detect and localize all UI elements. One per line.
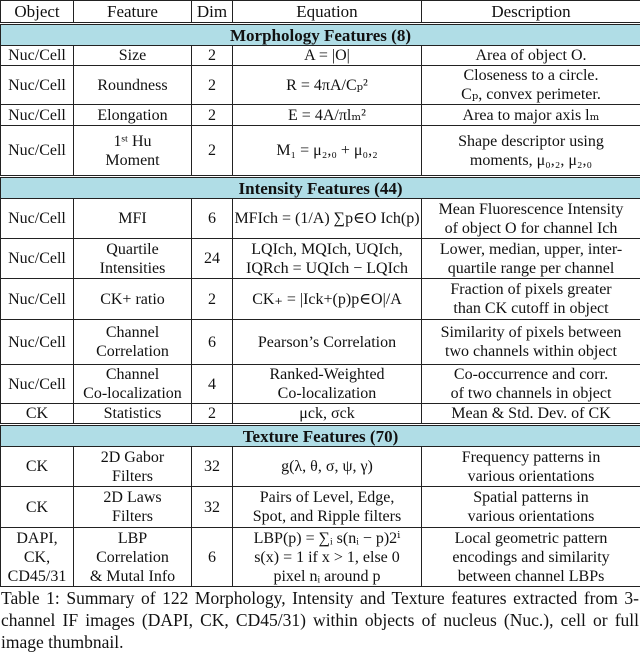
equation-line: R = 4πA/Cₚ²: [286, 76, 368, 94]
dim-text: 4: [208, 375, 216, 393]
cell-dim: [192, 404, 233, 424]
object-text: Nuc/Cell: [8, 142, 66, 159]
description-line: Lower, median, upper, inter-: [439, 240, 623, 258]
cell-feature: [74, 447, 192, 487]
cell-description: [422, 199, 640, 239]
equation-line: Co-localization: [277, 385, 377, 402]
feature-line: Channel: [105, 366, 160, 383]
feature-line: 2D Gabor: [100, 448, 165, 466]
cell-equation: [233, 239, 422, 279]
object-text: DAPI, CK, CD45/31: [7, 529, 67, 585]
column-header: Dim: [192, 1, 233, 23]
description-line: Mean Fluorescence Intensity: [438, 200, 624, 218]
cell-object: [1, 528, 74, 587]
cell-dim: [192, 199, 233, 239]
dim-text: 2: [208, 106, 216, 124]
object-text: Nuc/Cell: [8, 250, 66, 267]
cell-feature: [74, 126, 192, 176]
feature-line: Co-localization: [83, 385, 182, 402]
cell-dim: [192, 46, 233, 66]
cell-feature: [74, 320, 192, 365]
section-title: Morphology Features (8): [1, 25, 640, 46]
dim-text: 32: [204, 458, 220, 475]
feature-line: Filters: [112, 467, 153, 485]
feature-line: Size: [118, 47, 147, 64]
column-header: Equation: [233, 1, 422, 23]
column-header: Description: [422, 1, 640, 23]
object-text: Nuc/Cell: [8, 333, 66, 351]
table-row: [1, 279, 640, 320]
object-text: Nuc/Cell: [8, 47, 66, 64]
description-line: of object O for channel Ich: [444, 219, 618, 237]
section-header: [1, 25, 640, 46]
cell-equation: [233, 126, 422, 176]
equation-line: IQRch = UQIch − LQIch: [246, 259, 408, 277]
feature-line: 2D Laws: [103, 489, 162, 506]
cell-feature: [74, 487, 192, 528]
cell-object: [1, 404, 74, 424]
cell-object: [1, 279, 74, 320]
equation-line: E = 4A/πlₘ²: [288, 106, 366, 124]
dim-text: 2: [208, 290, 216, 308]
feature-line: Elongation: [97, 106, 168, 124]
cell-equation: [233, 365, 422, 404]
cell-dim: [192, 365, 233, 404]
cell-description: [422, 487, 640, 528]
object-text: Nuc/Cell: [8, 375, 66, 393]
cell-dim: [192, 528, 233, 587]
table-row: [1, 126, 640, 176]
cell-object: [1, 365, 74, 404]
description-line: Spatial patterns in: [473, 489, 589, 506]
feature-line: LBP: [117, 529, 148, 547]
cell-object: [1, 199, 74, 239]
cell-feature: [74, 239, 192, 279]
cell-dim: [192, 239, 233, 279]
cell-dim: [192, 126, 233, 176]
cell-object: [1, 105, 74, 126]
equation-line: s(x) = 1 if x > 1, else 0: [254, 548, 400, 566]
cell-dim: [192, 320, 233, 365]
cell-dim: [192, 105, 233, 126]
section-header: [1, 178, 640, 199]
cell-object: [1, 239, 74, 279]
feature-line: Statistics: [103, 405, 162, 422]
cell-feature: [74, 279, 192, 320]
description-line: Area to major axis lₘ: [462, 106, 600, 124]
cell-equation: [233, 105, 422, 126]
cell-equation: [233, 447, 422, 487]
cell-object: [1, 320, 74, 365]
equation-line: Spot, and Ripple filters: [252, 508, 402, 525]
feature-line: Filters: [112, 508, 153, 525]
dim-text: 2: [208, 405, 216, 422]
cell-description: [422, 404, 640, 424]
dim-text: 6: [208, 333, 216, 351]
table-row: [1, 528, 640, 587]
equation-line: Pairs of Level, Edge,: [259, 489, 395, 506]
cell-description: [422, 126, 640, 176]
cell-object: [1, 487, 74, 528]
cell-equation: [233, 66, 422, 105]
cell-feature: [74, 66, 192, 105]
feature-line: MFI: [118, 210, 147, 227]
description-line: Shape descriptor using: [458, 132, 604, 150]
cell-object: [1, 126, 74, 176]
dim-text: 32: [204, 498, 220, 516]
cell-description: [422, 66, 640, 105]
table-row: [1, 365, 640, 404]
equation-line: pixel nᵢ around p: [273, 567, 381, 585]
feature-line: Roundness: [97, 76, 168, 94]
cell-feature: [74, 365, 192, 404]
object-text: Nuc/Cell: [8, 290, 66, 308]
dim-text: 2: [208, 142, 216, 159]
object-text: CK: [25, 458, 49, 475]
section-title: Texture Features (70): [1, 426, 640, 447]
section-title: Intensity Features (44): [1, 178, 640, 199]
cell-description: [422, 279, 640, 320]
object-text: Nuc/Cell: [8, 106, 66, 124]
cell-equation: [233, 320, 422, 365]
table-row: [1, 447, 640, 487]
feature-line: 1ˢᵗ Hu: [113, 132, 152, 150]
cell-description: [422, 46, 640, 66]
equation-line: CK₊ = |Ick+(p)p∈O|/A: [252, 290, 402, 308]
object-text: CK: [25, 498, 49, 516]
table-row: [1, 66, 640, 105]
table-row: [1, 320, 640, 365]
dim-text: 6: [208, 210, 216, 227]
table-row: [1, 199, 640, 239]
description-line: moments, μ₀,₂, μ₂,₀: [469, 151, 593, 169]
description-line: than CK cutoff in object: [453, 300, 609, 317]
table-row: [1, 105, 640, 126]
cell-dim: [192, 447, 233, 487]
table-row: [1, 239, 640, 279]
cell-equation: [233, 528, 422, 587]
table-caption: Table 1: Summary of 122 Morphology, Intensity and Texture features extracted from 3-channel IF images (DAPI, CK, CD45/31) within objects of nucleus (Nuc.), cell or full image thumbnail.: [1, 588, 639, 652]
cell-equation: [233, 46, 422, 66]
equation-line: LBP(p) = ∑ᵢ s(nᵢ − p)2ⁱ: [253, 529, 401, 547]
object-text: Nuc/Cell: [8, 76, 66, 94]
description-line: two channels within object: [445, 343, 617, 360]
description-line: Mean & Std. Dev. of CK: [451, 405, 611, 422]
description-line: Closeness to a circle.: [463, 67, 599, 84]
cell-equation: [233, 279, 422, 320]
table-row: [1, 404, 640, 424]
cell-description: [422, 105, 640, 126]
cell-feature: [74, 105, 192, 126]
cell-description: [422, 239, 640, 279]
section-header: [1, 426, 640, 447]
description-line: Frequency patterns in: [461, 448, 601, 466]
dim-text: 24: [204, 250, 220, 267]
cell-feature: [74, 528, 192, 587]
description-line: various orientations: [467, 508, 595, 525]
description-line: Local geometric pattern: [454, 529, 608, 547]
cell-dim: [192, 487, 233, 528]
equation-line: M₁ = μ₂,₀ + μ₀,₂: [276, 142, 378, 159]
cell-feature: [74, 46, 192, 66]
feature-line: CK+ ratio: [100, 290, 165, 308]
equation-line: Pearson’s Correlation: [257, 333, 397, 351]
cell-object: [1, 447, 74, 487]
cell-dim: [192, 66, 233, 105]
cell-equation: [233, 487, 422, 528]
dim-text: 2: [208, 76, 216, 94]
equation-line: MFIch = (1/A) ∑p∈O Ich(p): [234, 210, 420, 227]
table-row: [1, 487, 640, 528]
cell-description: [422, 365, 640, 404]
cell-equation: [233, 404, 422, 424]
header-row: [1, 1, 640, 23]
description-line: quartile range per channel: [447, 259, 615, 277]
equation-line: μck, σck: [299, 405, 355, 422]
column-header: Object: [1, 1, 74, 23]
equation-line: A = |O|: [304, 47, 350, 64]
dim-text: 2: [208, 47, 216, 64]
cell-feature: [74, 404, 192, 424]
feature-line: Channel: [105, 324, 160, 341]
cell-description: [422, 528, 640, 587]
equation-line: LQIch, MQIch, UQIch,: [251, 240, 403, 258]
feature-line: Intensities: [99, 259, 166, 277]
column-header: Feature: [74, 1, 192, 23]
cell-equation: [233, 199, 422, 239]
cell-feature: [74, 199, 192, 239]
feature-line: Quartile: [106, 240, 159, 258]
dim-text: 6: [208, 548, 216, 566]
feature-line: Correlation: [96, 548, 169, 566]
cell-object: [1, 46, 74, 66]
cell-object: [1, 66, 74, 105]
feature-line: Moment: [105, 151, 160, 169]
description-line: Co-occurrence and corr.: [453, 366, 609, 383]
equation-line: Ranked-Weighted: [269, 366, 385, 383]
description-line: of two channels in object: [450, 385, 612, 402]
description-line: various orientations: [467, 467, 595, 485]
cell-description: [422, 447, 640, 487]
description-line: Similarity of pixels between: [440, 324, 622, 341]
object-text: Nuc/Cell: [8, 210, 66, 227]
table-row: [1, 46, 640, 66]
description-line: Area of object O.: [475, 47, 587, 64]
cell-dim: [192, 279, 233, 320]
description-line: encodings and similarity: [452, 548, 610, 566]
object-text: CK: [25, 405, 49, 422]
cell-description: [422, 320, 640, 365]
description-line: between channel LBPs: [457, 567, 605, 585]
description-line: Fraction of pixels greater: [450, 281, 612, 298]
equation-line: g(λ, θ, σ, ψ, γ): [281, 458, 373, 475]
description-line: Cₚ, convex perimeter.: [461, 86, 601, 103]
feature-line: & Mutal Info: [89, 567, 176, 585]
feature-line: Correlation: [96, 343, 169, 360]
